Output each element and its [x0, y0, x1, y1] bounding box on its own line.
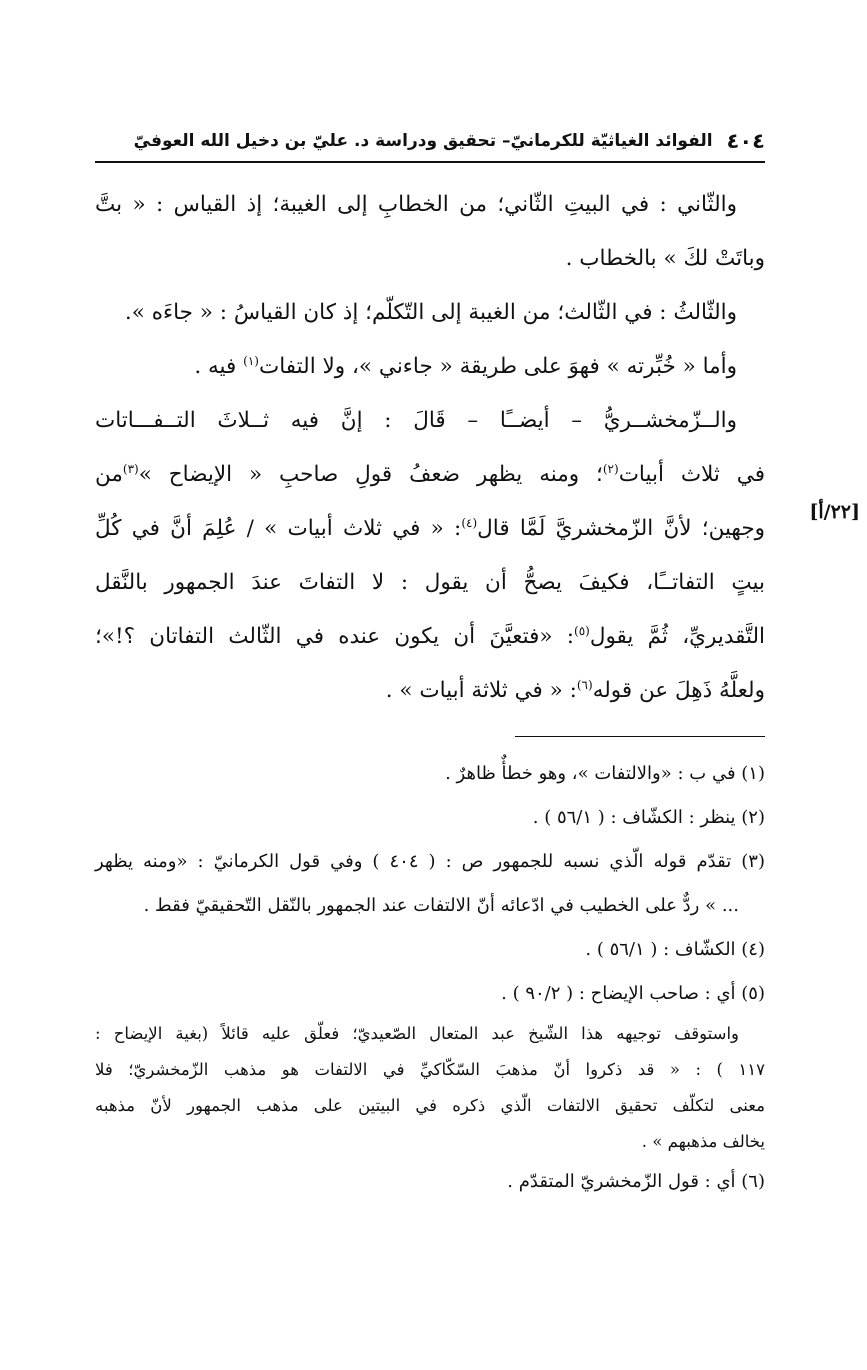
footnote-separator	[515, 736, 765, 737]
text-segment: التَّقديريِّ، ثُمَّ يقول	[589, 624, 765, 649]
footnote-line: يخالف مذهبهم » .	[641, 1132, 765, 1151]
text-line	[95, 556, 765, 610]
page-number: ٤٠٤	[726, 129, 765, 153]
text-segment: فيه .	[194, 354, 244, 379]
footnote-line: معنى لتكلّف تحقيق الالتفات الّذي ذكره في البيتين على مذهب الجمهور لأنّ مذهبه	[95, 1096, 765, 1115]
text-segment: وجهين؛ لأنَّ الزّمخشريَّ لَمَّا قال	[477, 516, 766, 541]
footnote-marker: (٤)	[461, 515, 478, 530]
text-line	[95, 664, 765, 718]
text-segment: والثّالثُ : في الثّالث؛ من الغيبة إلى التّكلّم؛ إذ كان القياسُ : « جاءَه ».	[124, 300, 737, 325]
text-line	[95, 610, 765, 664]
footnote-marker: (٣)	[122, 461, 139, 476]
footnote-line: ١١٧ ) : « قد ذكروا أنّ مذهبَ السّكّاكيِّ في الالتفات هو مذهب الزّمخشريّ؛ فلا	[95, 1060, 765, 1079]
text-segment: بيتٍ التفاتــًا، فكيفَ يصحُّ أن يقول : لا التفاتَ عندَ الجمهور بالنَّقل	[95, 570, 765, 595]
text-segment: والثّاني : في البيتِ الثّاني؛ من الخطابِ إلى الغيبة؛ إذ القياس : « بتَّ	[95, 192, 737, 217]
text-line	[95, 502, 765, 556]
header-rule	[95, 161, 765, 163]
footnotes	[95, 752, 765, 1204]
text-line	[95, 232, 765, 286]
page-header	[95, 126, 765, 156]
footnote-line: (٢) ينظر : الكشّاف : ( ٥٦/١ ) .	[532, 807, 765, 828]
running-title: الفوائد الغياثيّة للكرمانيّ– تحقيق ودراسة د. عليّ بن دخيل الله العوفيّ	[133, 131, 713, 151]
text-segment: ؛ ومنه يظهر ضعفُ قولِ صاحبِ « الإيضاح »	[138, 462, 603, 487]
footnote-marker: (٥)	[574, 623, 590, 638]
text-segment: ولعلَّهُ ذَهِلَ عن قوله	[592, 678, 765, 703]
text-segment: وباتَتْ لكَ » بالخطاب .	[565, 246, 765, 271]
footnote-marker: (٢)	[602, 461, 619, 476]
text-segment: من	[95, 462, 123, 487]
footnote-line: (١) في ب : «والالتفات »، وهو خطأٌ ظاهرٌ .	[445, 763, 765, 784]
text-line	[95, 340, 765, 394]
footnote-line: ... » ردٌّ على الخطيب في ادّعائه أنّ الالتفات عند الجمهور بالنّقل التّحقيقيّ فقط .	[143, 895, 739, 916]
text-segment: وأما « خُبِّرته » فهوَ على طريقة « جاءني »، ولا التفات	[258, 354, 737, 379]
footnote-marker: (١)	[243, 353, 259, 368]
text-line	[95, 178, 765, 232]
footnote-line: (٤) الكشّاف : ( ٥٦/١ ) .	[585, 939, 765, 960]
manuscript-folio-marker: [٢٢/أ]	[809, 501, 860, 523]
main-text	[95, 178, 765, 718]
text-segment: والــزّمخشــريُّ – أيضــًا – قَالَ : إنَّ فيه ثــلاثَ التــفـــاتات	[95, 408, 737, 433]
text-segment: في ثلاث أبيات	[618, 462, 765, 487]
footnote-line: (٣) تقدّم قوله الّذي نسبه للجمهور ص : ( ٤٠٤ ) وفي قول الكرمانيّ : «ومنه يظهر	[95, 851, 765, 872]
footnote-line: (٥) أي : صاحب الإيضاح : ( ٩٠/٢ ) .	[501, 983, 765, 1004]
footnote-marker: (٦)	[576, 677, 593, 692]
footnote-line: (٦) أي : قول الزّمخشريّ المتقدّم .	[507, 1171, 765, 1192]
footnote-line: واستوقف توجيهه هذا الشّيخ عبد المتعال الصّعيديّ؛ فعلّق عليه قائلاً (بغية الإيضاح :	[95, 1024, 739, 1043]
text-segment: : « في ثلاث أبيات » / عُلِمَ أنَّ في كُلِّ	[95, 516, 462, 541]
text-line	[95, 286, 765, 340]
text-line	[95, 394, 765, 448]
text-line	[95, 448, 765, 502]
text-segment: : « في ثلاثة أبيات » .	[385, 678, 577, 703]
text-segment: : «فتعيَّنَ أن يكون عنده في الثّالث التفاتان ؟!»؛	[95, 624, 574, 649]
